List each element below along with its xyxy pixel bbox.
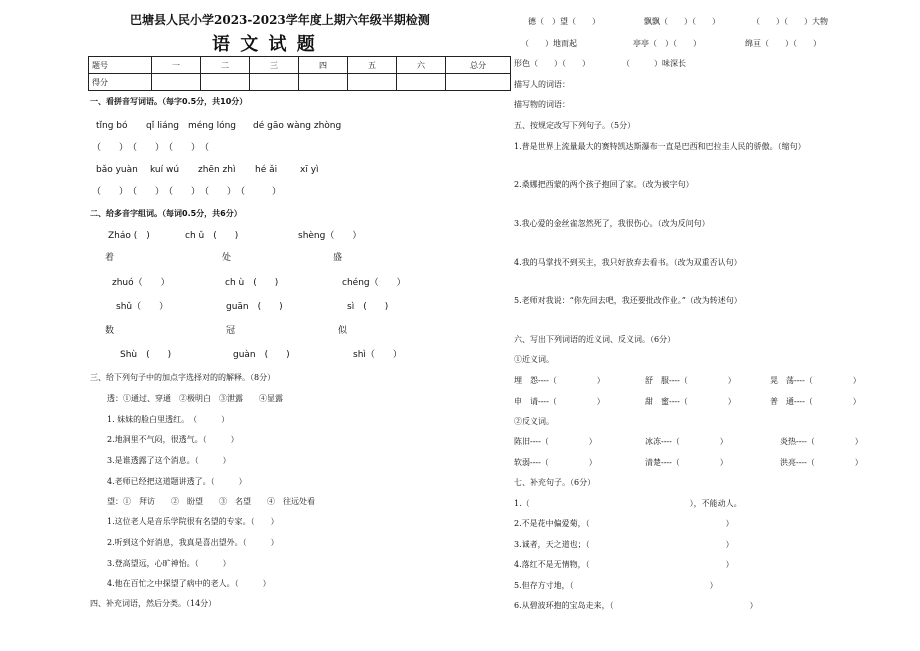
- fill-sentence-item[interactable]: 4.落红不是无情物，（ ）: [514, 560, 734, 569]
- score-input-cell[interactable]: [250, 74, 299, 91]
- polyphone-item[interactable]: shì（ ）: [353, 350, 402, 360]
- score-input-cell[interactable]: [299, 74, 348, 91]
- polyphone-item[interactable]: Shù ( ): [120, 350, 172, 360]
- polyphone-char: 处: [222, 253, 232, 263]
- fill-sentence-item[interactable]: 2.不是花中偏爱菊，（ ）: [514, 519, 734, 528]
- fill-sentence-item[interactable]: 1.（ ），不能动人。: [514, 499, 742, 508]
- score-cell: 三: [250, 57, 299, 74]
- antonym-item[interactable]: 洪亮----（ ）: [780, 458, 863, 467]
- score-cell: 一: [152, 57, 201, 74]
- question-item[interactable]: 4.他在百忙之中探望了病中的老人。（ ）: [107, 579, 271, 588]
- antonym-item[interactable]: 清楚----（ ）: [645, 458, 728, 467]
- fill-sentence-item[interactable]: 3.诚者，天之道也；（ ）: [514, 540, 734, 549]
- pinyin: qǐ liáng: [146, 121, 180, 131]
- rewrite-item[interactable]: 5.老师对我说：“你先回去吧，我还要批改作业。”（改为转述句）: [514, 296, 742, 305]
- rewrite-item[interactable]: 1.普是世界上流量最大的赛特凯达斯瀑布一直是巴西和巴拉圭人民的骄傲。（缩句）: [514, 142, 806, 151]
- section-1-heading: 一、看拼音写词语。（每字0.5分，共10分）: [90, 97, 248, 106]
- pinyin: kuí wú: [150, 165, 180, 175]
- definition-options: 透：①通过、穿通 ②极明白 ③泄露 ④显露: [107, 394, 283, 403]
- polyphone-item[interactable]: shǔ（ ）: [116, 302, 169, 312]
- pinyin: dé gāo wàng zhòng: [253, 121, 342, 131]
- section-5-heading: 五、按规定改写下列句子。（5分）: [514, 121, 636, 130]
- polyphone-item[interactable]: chéng（ ）: [342, 278, 406, 288]
- synonym-item[interactable]: 甜 蜜----（ ）: [645, 397, 736, 406]
- synonym-item[interactable]: 晃 荡----（ ）: [770, 376, 861, 385]
- polyphone-item[interactable]: guàn ( ): [233, 350, 290, 360]
- pinyin: bǎo yuàn: [96, 165, 138, 175]
- score-input-cell[interactable]: [152, 74, 201, 91]
- polyphone-char: 冠: [226, 326, 236, 336]
- section-6-heading: 六、写出下列词语的近义词、反义词。（6分）: [514, 335, 676, 344]
- synonym-item[interactable]: 普 通----（ ）: [770, 397, 861, 406]
- score-cell: 总分: [446, 57, 511, 74]
- question-item[interactable]: 3.是谁透露了这个消息。（ ）: [107, 456, 231, 465]
- rewrite-item[interactable]: 4.我的马掌找不到买主，我只好放弃去看书。（改为双重否认句）: [514, 258, 742, 267]
- question-item[interactable]: 4.老师已经把这道题讲透了。（ ）: [107, 477, 247, 486]
- section-4-heading: 四、补充词语，然后分类。（14分）: [90, 599, 217, 608]
- question-item[interactable]: 2.听到这个好消息，我真是喜出望外。（ ）: [107, 538, 279, 547]
- polyphone-item[interactable]: ch ǔ ( ): [185, 231, 239, 241]
- score-table: [88, 56, 511, 91]
- section-2-heading: 二、给多音字组词。（每词0.5分，共6分）: [90, 209, 242, 218]
- question-item[interactable]: 1. 妹妹的脸白里透红。 （ ）: [107, 415, 230, 424]
- category-label: 描写物的词语：: [514, 100, 570, 109]
- synonym-item[interactable]: 埋 怨----（ ）: [514, 376, 605, 385]
- question-item[interactable]: 2.地洞里不气闷，很透气。（ ）: [107, 435, 239, 444]
- score-input-cell[interactable]: [397, 74, 446, 91]
- answer-blanks[interactable]: （ ） （ ） （ ） （ ） （ ）: [92, 187, 282, 197]
- polyphone-char: 着: [105, 253, 115, 263]
- polyphone-char: 盛: [333, 253, 343, 263]
- score-cell: 五: [348, 57, 397, 74]
- polyphone-item[interactable]: shèng（ ）: [298, 231, 362, 241]
- exam-subject: 语 文 试 题: [212, 34, 317, 55]
- antonym-item[interactable]: 软弱----（ ）: [514, 458, 597, 467]
- word-fill-row[interactable]: 形色（ ）（ ） （ ）味深长: [514, 59, 686, 68]
- polyphone-item[interactable]: sì ( ): [347, 302, 389, 312]
- polyphone-char: 似: [338, 326, 348, 336]
- question-item[interactable]: 1.这位老人是音乐学院很有名望的专家。（ ）: [107, 517, 279, 526]
- pinyin: zhēn zhì: [198, 165, 236, 175]
- polyphone-char: 数: [105, 326, 115, 336]
- polyphone-item[interactable]: Zháo ( ): [108, 231, 150, 241]
- section-3-heading: 三、给下列句子中的加点字选择对的的解释。（8分）: [90, 373, 276, 382]
- answer-blanks[interactable]: （ ） （ ） （ ） （: [92, 143, 210, 153]
- polyphone-item[interactable]: ch ù ( ): [225, 278, 279, 288]
- category-label: 描写人的词语：: [514, 80, 570, 89]
- definition-options: 望：① 拜访 ② 盼望 ③ 名望 ④ 往远处看: [107, 497, 315, 506]
- synonym-item[interactable]: 舒 服----（ ）: [645, 376, 736, 385]
- score-cell: 四: [299, 57, 348, 74]
- score-input-cell[interactable]: [446, 74, 511, 91]
- score-cell: 六: [397, 57, 446, 74]
- antonym-item[interactable]: 炎热----（ ）: [780, 437, 863, 446]
- rewrite-item[interactable]: 3.我心爱的金丝雀忽然死了，我很伤心。（改为反问句）: [514, 219, 710, 228]
- synonym-label: ①近义词。: [514, 355, 554, 364]
- score-input-cell[interactable]: [201, 74, 250, 91]
- score-cell: 二: [201, 57, 250, 74]
- synonym-item[interactable]: 申 请----（ ）: [514, 397, 605, 406]
- antonym-item[interactable]: 冰冻----（ ）: [645, 437, 728, 446]
- antonym-item[interactable]: 陈旧----（ ）: [514, 437, 597, 446]
- score-input-cell[interactable]: [348, 74, 397, 91]
- polyphone-item[interactable]: guān ( ): [226, 302, 283, 312]
- exam-title: 巴塘县人民小学2023-2023学年度上期六年级半期检测: [130, 13, 430, 27]
- score-table-score-row: [89, 74, 511, 91]
- fill-sentence-item[interactable]: 6.从碧波环抱的宝岛走来，（ ）: [514, 601, 758, 610]
- pinyin: xī yì: [300, 165, 319, 175]
- fill-sentence-item[interactable]: 5.但存方寸地，（ ）: [514, 581, 718, 590]
- pinyin: tǐng bó: [96, 121, 128, 131]
- polyphone-item[interactable]: zhuó（ ）: [112, 278, 170, 288]
- word-fill-row[interactable]: （ ）地而起 亭亭（ ）（ ） 绵亘（ ）（ ）: [521, 39, 821, 48]
- rewrite-item[interactable]: 2.桑娜把西蒙的两个孩子抱回了家。（改为被字句）: [514, 180, 694, 189]
- score-cell: 得分: [89, 74, 152, 91]
- pinyin: méng lóng: [188, 121, 237, 131]
- question-item[interactable]: 3.登高望远，心旷神怡。（ ）: [107, 559, 231, 568]
- word-fill-row[interactable]: 德（ ）望（ ） 飘飘（ ）（ ） （ ）（ ）大物: [528, 17, 828, 26]
- antonym-label: ②反义词。: [514, 417, 554, 426]
- score-table-header-row: [89, 57, 511, 74]
- pinyin: hé ǎi: [255, 165, 278, 175]
- section-7-heading: 七、补充句子。（6分）: [514, 478, 596, 487]
- score-cell: 题号: [89, 57, 152, 74]
